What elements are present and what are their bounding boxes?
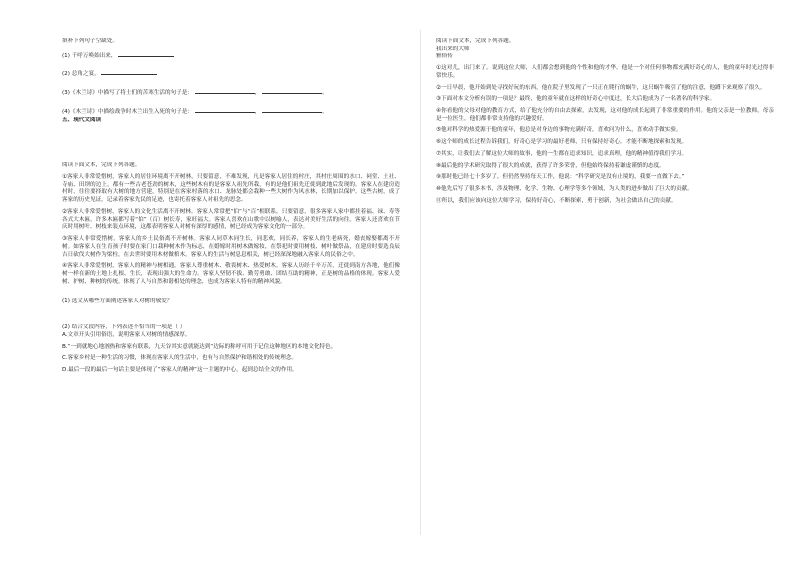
right-paragraph-3: ③下面对本文分析有误的一项是？最终，他的童年就在这样的好奇心中度过，长大后他成为了一名著名的科学家。: [436, 96, 716, 103]
right-paragraph-1: ①这对儿，出门来了。说到这位大师，人们都会想到他的个性和他的才华。他是一个对任何事物都充满好奇心的人，他的童年时光过得非常快乐。: [436, 65, 774, 79]
right-paragraph-2: ②一日早晨，他开始到处寻找好玩的东西，他在院子里发现了一只正在爬行的蜗牛，这只蜗牛吸引了他的注意，他蹲下来观察了很久。: [436, 84, 766, 91]
right-paragraph-5: ⑤他对科学的热爱源于他的童年，他总是对身边的事物充满好奇，喜欢问为什么，喜欢动手做实验。: [436, 127, 682, 134]
answer-blank[interactable]: [262, 106, 322, 113]
option-c: C.客家乡村是一种生活的习惯，体现在客家人的生活中，也有与自然保护和谐相处的传统理念。: [62, 355, 298, 362]
left-column: [62, 38, 400, 379]
right-paragraph-11: ⑪所以，我们应该向这位大师学习，保持好奇心，不断探索，勇于创新，为社会做出自己的贡献。: [436, 197, 677, 204]
section-title: 五、现代文阅读: [62, 116, 102, 123]
fill-blank-q4-text: (4)《木兰诗》中描绘战争时木兰出生入死的句子是：: [62, 108, 193, 115]
punctuation: ，: [254, 90, 261, 97]
option-a: A.文章开头引用俗语，说明客家人对树的情感深厚。: [62, 331, 191, 338]
right-paragraph-10: ⑩他先后写了很多本书，涉及物理、化学、生物、心理学等多个领域，为人类的进步做出了巨大的贡献。: [436, 186, 693, 193]
answer-blank[interactable]: [262, 87, 322, 94]
question-2: (2) 结合文段内容，下列表述不恰当的一项是（ ）: [62, 324, 186, 331]
fill-blank-q2: [62, 68, 400, 79]
fill-blank-q1-text: (1) 千呼万唤始出来，: [62, 52, 117, 59]
passage-paragraph-4: ④客家人非常爱惜树，客家人的精神与树相通。客家人尊重树木、敬畏树木、热爱树木。客家人历经千辛万苦，迁徙到南方各地，他们像树一样在新的土地上扎根、生长，表现出强大的生命力。客家人坚韧不拔、勤劳勇敢、团结互助的精神，正是树的品格的体现。客家人爱树、护树、种树的传统，体现了人与自然和谐相处的理念，也成为客家人特有的精神风貌。: [62, 263, 400, 285]
punctuation: ，: [254, 108, 261, 115]
passage-paragraph-2: ②客家人非常爱惜树，客家人的文化生活离不开树林。客家人常常把“伯”与“百”相联系，只要留意，很多客家人家中都挂着福、禄、寿等各式大木匾，许多木匾都写着“伯”（百）树长寿，家旺福大。客家人喜欢在山歌中以树喻人，表达对美好生活的向往。客家人还喜欢在节庆时用树叶、树枝来装点环境，这都表明客家人对树有深厚的感情，树已经成为客家文化的一部分。: [62, 208, 400, 231]
passage-author: 雅俗传: [436, 53, 453, 60]
question-1: (1) 选文从哪些方面阐述客家人对树的敬爱？: [62, 298, 173, 305]
right-paragraph-8: ⑧最后他的学术研究取得了很大的成就，获得了许多荣誉，但他始终保持着谦虚谨慎的态度。: [436, 162, 665, 169]
answer-blank[interactable]: [195, 87, 255, 94]
punctuation: 。: [322, 108, 328, 115]
answer-blank[interactable]: [101, 68, 157, 75]
right-column: [436, 38, 774, 210]
answer-blank[interactable]: [118, 50, 174, 57]
punctuation: 。: [322, 90, 328, 97]
right-paragraph-9: ⑨那时他已经七十多岁了，但仍然坚持每天工作，他说：“科学研究是没有止境的，我要一直做下去。”: [436, 174, 685, 181]
passage-subtitle: 我出来的大师: [436, 45, 470, 52]
option-d: D.最后一段的最后一句话主要是体现了“客家人的精神”这一主题的中心，起到总结全文的作用。: [62, 366, 298, 373]
passage-paragraph-3: ③客家人非常爱惜树，客家人的乡土民俗离不开树林。客家人同草木同生长，同悲欢，同长养，客家人的生老病死，婚丧嫁娶都离不开树。如客家人在生育孩子时要在家门口栽种树木作为标志，在婚嫁时用树木做嫁妆，在祭祀时要用树枝、树叶做祭品，在建房时要选良辰吉日砍伐大树作为梁柱，在去世时要用木材做棺木。客家人的生活与树息息相关，树已经深深地融入客家人的民俗之中。: [62, 236, 400, 258]
option-b: B.“一到就地心地汹热和客家有联系，九天谷其实意就能达到“边际的称呼可用于记住这种地区的本地文化特色。: [62, 343, 337, 350]
fill-blank-q1: [62, 50, 400, 61]
right-paragraph-7: ⑦其实，让我们去了解这位大师的故事，他的一生都在追求知识，追求真理，他的精神值得我们学习。: [436, 150, 688, 157]
reading-prompt-right: 阅读下面文本，完成下列各题。: [436, 38, 515, 44]
column-divider: [420, 30, 421, 535]
right-paragraph-6: ⑥这个师的成长过程告诉我们，好奇心是学习的最好老师，只有保持好奇心，才能不断地探索和发现。: [436, 139, 688, 146]
fill-blank-q3-text: (3)《木兰诗》中描写了将士们的苦寒生活的句子是：: [62, 90, 193, 97]
reading-prompt: 阅读下面文本，完成下列各题。: [62, 162, 141, 169]
answer-blank[interactable]: [195, 106, 255, 113]
right-paragraph-4: ④你看他的父母对他的教育方式，给了他充分的自由去探索，去发现，这对他的成长起到了非常重要的作用。他的父亲是一位教师，母亲是一位医生，他们都非常支持他的兴趣爱好。: [436, 108, 774, 122]
fill-blank-intro: 填补下列句子空缺处。: [62, 38, 118, 44]
fill-blank-q4: [62, 106, 400, 117]
fill-blank-q3: [62, 87, 400, 98]
fill-blank-q2-text: (2) 总角之宴，: [62, 71, 100, 78]
passage-paragraph-1: ①客家人非常爱惜树，客家人的居住环境离不开树林。只要留意，不难发现，凡是客家人居住的村庄，其村庄周围的水口、祠堂、土社、寺庙、田坝的边上，都有一些古老苍劲的树木，这些树木有的是客家人祖先所栽，有的是他们祖先迁徙到此地后发现的。客家人在建房造村时，往往要择取有大树的地方营建，特别是在客家村落的水口、龙脉处都会栽种一些大树作为风水林，长期加以保护。这些古树，成了客家的历史见证，记录着客家先民的足迹，也寄托着客家人对祖先的思念。: [62, 174, 400, 204]
